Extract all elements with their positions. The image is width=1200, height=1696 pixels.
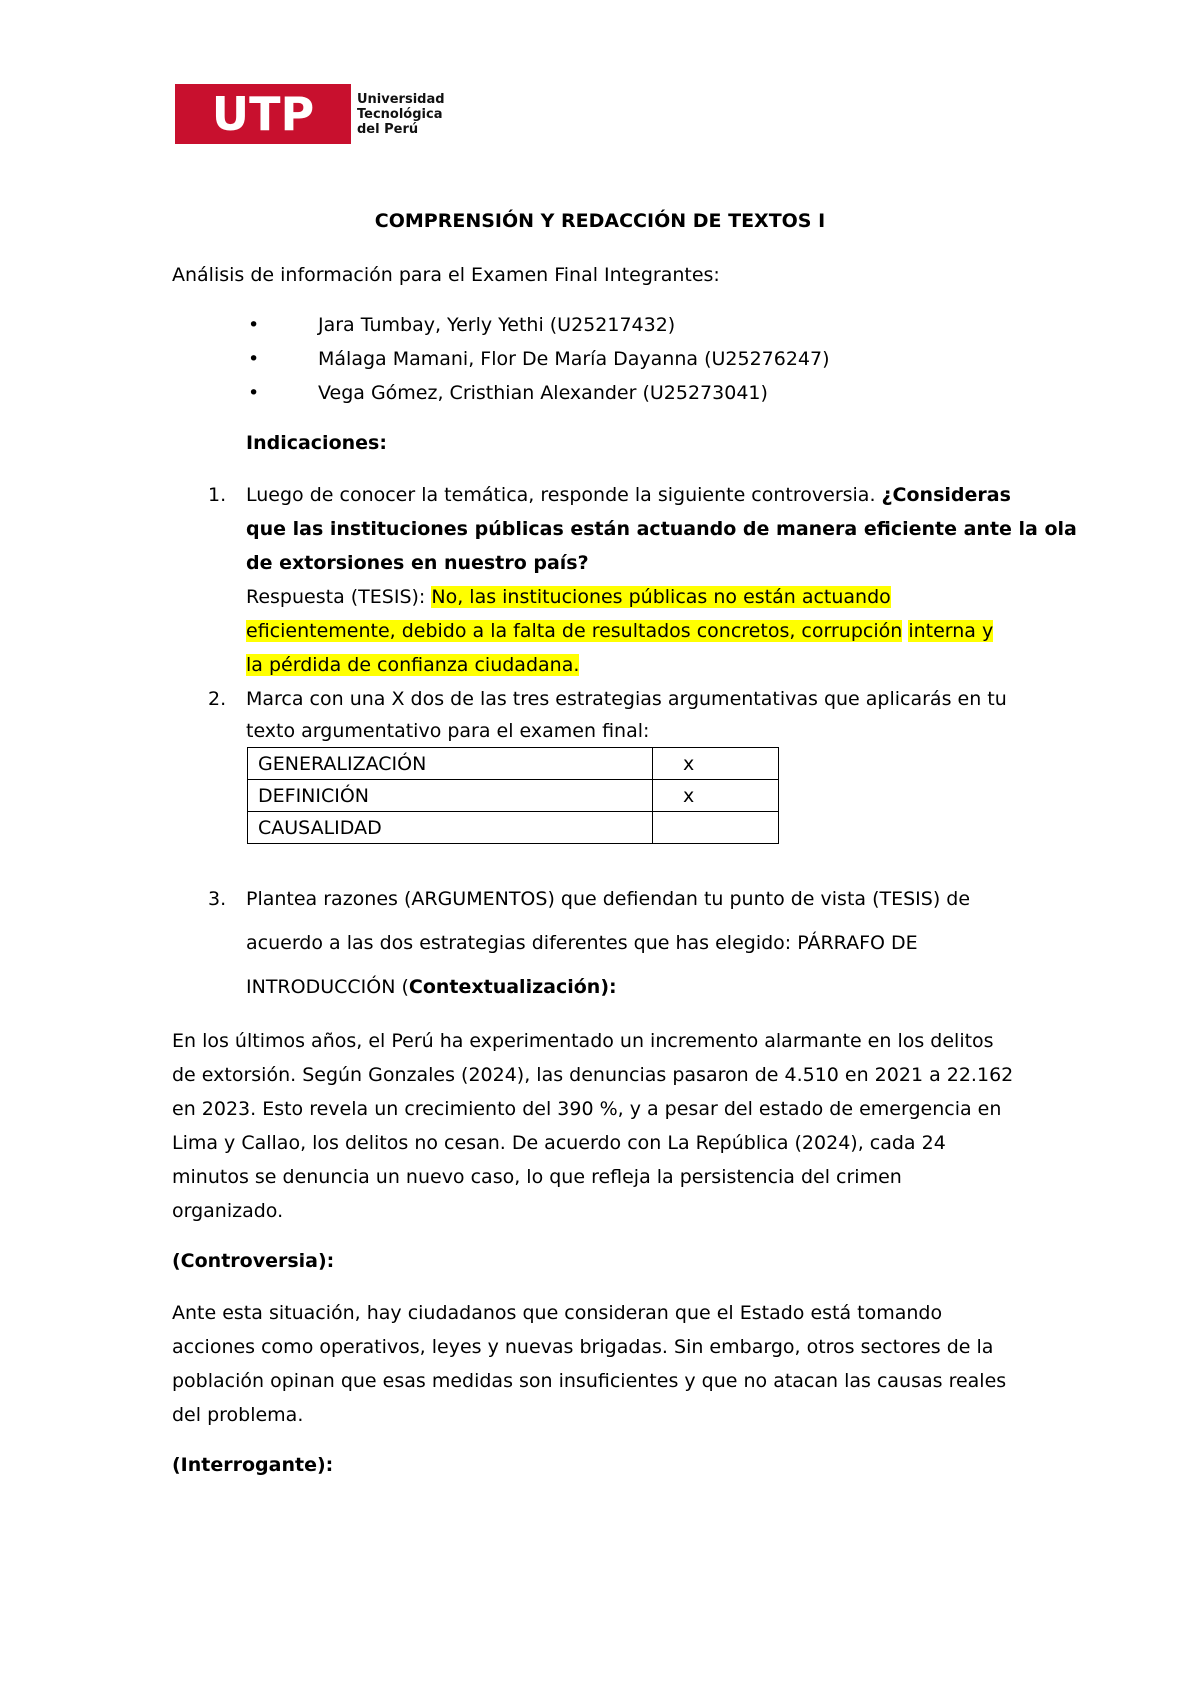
paragraph-2-line: Ante esta situación, hay ciudadanos que consideran que el Estado está tomando [172,1302,943,1324]
strategy-cell: DEFINICIÓN [248,780,653,812]
item-1-line-3: de extorsiones en nuestro país? [246,552,589,574]
mark-cell [653,812,779,844]
document-title: COMPRENSIÓN Y REDACCIÓN DE TEXTOS I [374,210,826,232]
item-3-line-1: Plantea razones (ARGUMENTOS) que defiendan tu punto de vista (TESIS) de [246,888,971,910]
thesis-line-1 [246,586,891,608]
contextualization-label: Contextualización): [408,976,617,998]
thesis-label: Respuesta (TESIS): [246,586,432,608]
item-1-number: 1. [208,484,227,506]
item-1-line-2: que las instituciones públicas están actuando de manera eficiente ante la ola [246,518,1077,540]
logo-line-3: del Perú [357,121,419,137]
member-3: Vega Gómez, Cristhian Alexander (U25273041) [318,382,768,404]
bullet-1: • [248,314,260,336]
table-row [248,748,779,780]
intro-label: INTRODUCCIÓN ( [246,976,409,998]
bullet-2: • [248,348,260,370]
utp-logo [175,84,445,144]
table-row [248,812,779,844]
mark-cell: x [653,748,779,780]
item-3-number: 3. [208,888,227,910]
thesis-text-3: la pérdida de confianza ciudadana. [246,654,580,676]
thesis-text-2b: interna y [908,620,994,642]
thesis-line-2 [246,620,993,642]
member-1: Jara Tumbay, Yerly Yethi (U25217432) [318,314,676,336]
paragraph-1-line: de extorsión. Según Gonzales (2024), las denuncias pasaron de 4.510 en 2021 a 22.162 [172,1064,1014,1086]
paragraph-1-line: Lima y Callao, los delitos no cesan. De acuerdo con La República (2024), cada 24 [172,1132,946,1154]
logo-mark: UTP [175,84,351,144]
item-1-question-start: ¿Consideras [881,484,1011,506]
controversy-heading: (Controversia): [172,1250,335,1272]
item-2-line-1: Marca con una X dos de las tres estrategias argumentativas que aplicarás en tu [246,688,1007,710]
paragraph-2-line: del problema. [172,1404,304,1426]
item-1-text: Luego de conocer la temática, responde la siguiente controversia. [246,484,882,506]
bullet-3: • [248,382,260,404]
item-3-line-2: acuerdo a las dos estrategias diferentes que has elegido: PÁRRAFO DE [246,932,918,954]
item-1-line-1 [246,484,1011,506]
question-heading: (Interrogante): [172,1454,334,1476]
paragraph-2-line: población opinan que esas medidas son insuficientes y que no atacan las causas reales [172,1370,1007,1392]
mark-cell: x [653,780,779,812]
item-3-line-3 [246,976,617,998]
paragraph-2-line: acciones como operativos, leyes y nuevas brigadas. Sin embargo, otros sectores de la [172,1336,994,1358]
thesis-text-2: eficientemente, debido a la falta de resultados concretos, corrupción [246,620,903,642]
paragraph-1-line: en 2023. Esto revela un crecimiento del 390 %, y a pesar del estado de emergencia en [172,1098,1002,1120]
thesis-line-3 [246,654,579,676]
strategy-cell: GENERALIZACIÓN [248,748,653,780]
logo-text [357,92,445,137]
member-2: Málaga Mamani, Flor De María Dayanna (U25276247) [318,348,830,370]
item-2-number: 2. [208,688,227,710]
strategy-cell: CAUSALIDAD [248,812,653,844]
indications-heading: Indicaciones: [246,432,387,454]
logo-line-1: Universidad [357,91,445,107]
table-row [248,780,779,812]
paragraph-1-line: minutos se denuncia un nuevo caso, lo que refleja la persistencia del crimen [172,1166,902,1188]
subtitle: Análisis de información para el Examen Final Integrantes: [172,264,720,286]
strategies-table [247,747,779,844]
paragraph-1-line: organizado. [172,1200,284,1222]
item-2-line-2: texto argumentativo para el examen final: [246,720,650,742]
thesis-text-1: No, las instituciones públicas no están actuando [431,586,891,608]
paragraph-1-line: En los últimos años, el Perú ha experimentado un incremento alarmante en los delitos [172,1030,994,1052]
logo-line-2: Tecnológica [357,106,443,122]
